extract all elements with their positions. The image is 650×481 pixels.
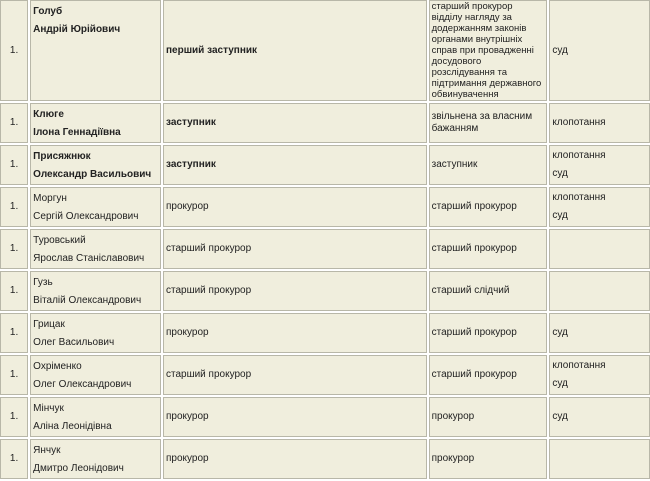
surname: Охріменко (33, 361, 82, 372)
previous-position: прокурор (163, 397, 427, 437)
decision-status (549, 229, 650, 269)
status-item: клопотання (552, 192, 606, 203)
status-item: клопотання (552, 360, 606, 371)
new-position: старший прокурор (429, 355, 548, 395)
person-name (30, 439, 161, 479)
surname: Туровський (33, 235, 86, 246)
table-row (0, 439, 650, 479)
person-name (30, 355, 161, 395)
table-row (0, 145, 650, 185)
previous-position: заступник (163, 103, 427, 143)
given-names: Ярослав Станіславович (33, 253, 145, 264)
decision-status (549, 145, 650, 185)
given-names: Ілона Геннадіївна (33, 127, 121, 138)
given-names: Сергій Олександрович (33, 211, 139, 222)
table-row (0, 187, 650, 227)
status-item: суд (552, 210, 568, 221)
table-row (0, 0, 650, 101)
status-item: суд (552, 411, 568, 422)
person-name (30, 271, 161, 311)
surname: Грицак (33, 319, 65, 330)
decision-status (549, 271, 650, 311)
surname: Присяжнюк (33, 151, 91, 162)
person-name (30, 103, 161, 143)
row-number: 1. (0, 187, 28, 227)
given-names: Віталій Олександрович (33, 295, 142, 306)
previous-position: старший прокурор (163, 355, 427, 395)
new-position: прокурор (429, 397, 548, 437)
new-position: прокурор (429, 439, 548, 479)
table-row (0, 355, 650, 395)
status-item: клопотання (552, 117, 606, 128)
given-names: Олег Васильович (33, 337, 115, 348)
person-name (30, 187, 161, 227)
decision-status (549, 0, 650, 101)
given-names: Аліна Леонідівна (33, 421, 112, 432)
row-number: 1. (0, 271, 28, 311)
new-position: старший прокурор (429, 187, 548, 227)
surname: Клюге (33, 109, 64, 120)
given-names: Дмитро Леонідович (33, 463, 124, 474)
surname: Гузь (33, 277, 53, 288)
surname: Мінчук (33, 403, 64, 414)
previous-position: заступник (163, 145, 427, 185)
table-row (0, 313, 650, 353)
person-name (30, 145, 161, 185)
row-number: 1. (0, 0, 28, 101)
status-item: клопотання (552, 150, 606, 161)
row-number: 1. (0, 355, 28, 395)
person-name (30, 313, 161, 353)
row-number: 1. (0, 397, 28, 437)
decision-status (549, 397, 650, 437)
decision-status (549, 103, 650, 143)
decision-status (549, 439, 650, 479)
person-name (30, 0, 161, 101)
previous-position: прокурор (163, 313, 427, 353)
given-names: Олег Олександрович (33, 379, 132, 390)
new-position: заступник (429, 145, 548, 185)
new-position: старший прокурор відділу нагляду за додержанням законів органами внутрішніх справ при провадженні досудового розслідування та підтримання державного обвинувачення (429, 0, 548, 101)
row-number: 1. (0, 103, 28, 143)
row-number: 1. (0, 229, 28, 269)
row-number: 1. (0, 439, 28, 479)
surname: Янчук (33, 445, 61, 456)
table-row (0, 103, 650, 143)
new-position: старший прокурор (429, 229, 548, 269)
given-names: Олександр Васильович (33, 169, 152, 180)
status-item: суд (552, 327, 568, 338)
table-row (0, 271, 650, 311)
status-item: суд (552, 44, 568, 56)
table-row (0, 229, 650, 269)
previous-position: перший заступник (163, 0, 427, 101)
status-item: суд (552, 378, 568, 389)
person-name (30, 397, 161, 437)
given-names: Андрій Юрійович (33, 24, 121, 35)
new-position: старший слідчий (429, 271, 548, 311)
row-number: 1. (0, 313, 28, 353)
previous-position: старший прокурор (163, 271, 427, 311)
table-row (0, 397, 650, 437)
surname: Моргун (33, 193, 67, 204)
decision-status (549, 355, 650, 395)
decision-status (549, 313, 650, 353)
status-item: суд (552, 168, 568, 179)
surname: Голуб (33, 6, 63, 17)
new-position: звільнена за власним бажанням (429, 103, 548, 143)
previous-position: старший прокурор (163, 229, 427, 269)
new-position: старший прокурор (429, 313, 548, 353)
person-name (30, 229, 161, 269)
decision-status (549, 187, 650, 227)
row-number: 1. (0, 145, 28, 185)
previous-position: прокурор (163, 439, 427, 479)
previous-position: прокурор (163, 187, 427, 227)
